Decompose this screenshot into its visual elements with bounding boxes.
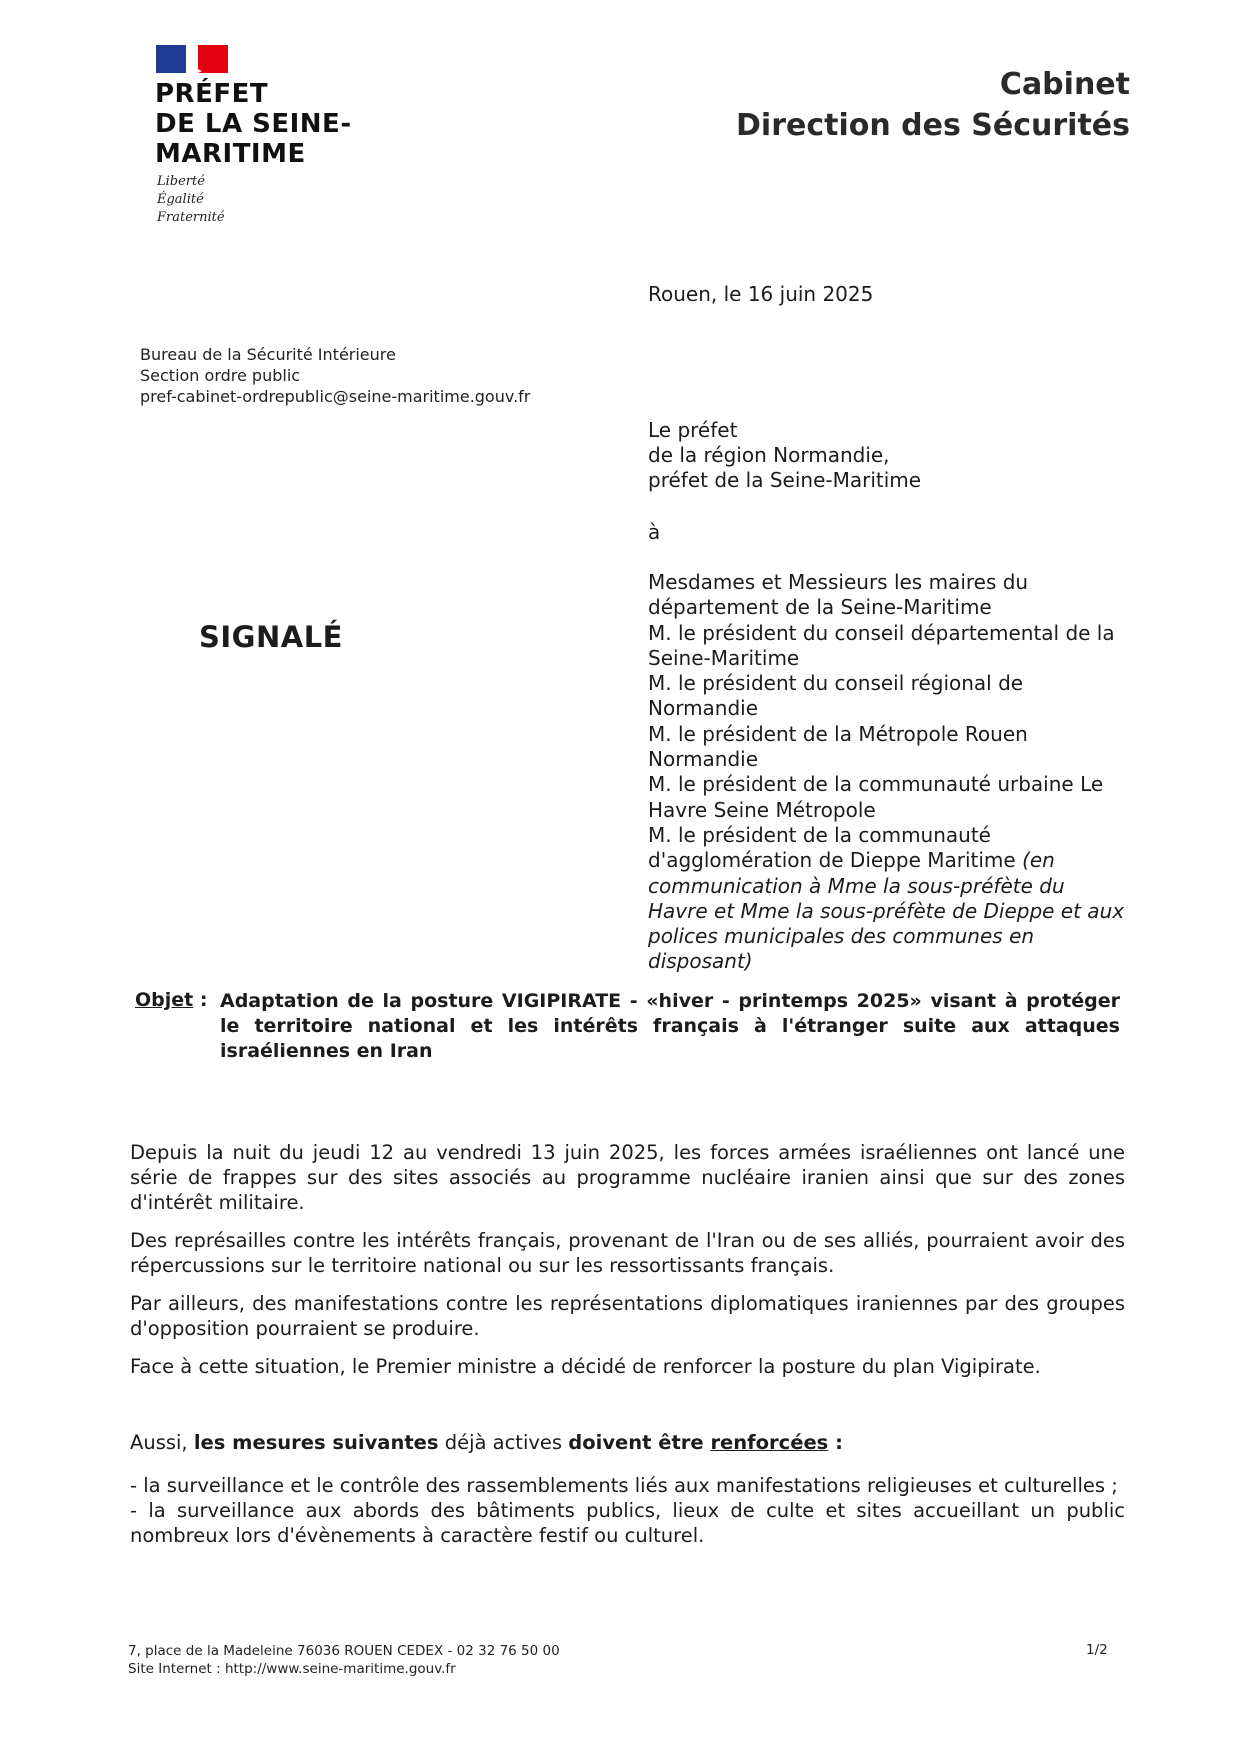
measure-item: - la surveillance aux abords des bâtiments publics, lieux de culte et sites accueillant un public nombreux lors d'évènements à caractère festif ou culturel. <box>130 1499 1125 1547</box>
department-header <box>736 64 1130 146</box>
sender-line: de la région Normandie, <box>648 443 890 467</box>
measure-item: - la surveillance et le contrôle des rassemblements liés aux manifestations religieuses et culturelles ; <box>130 1474 1118 1497</box>
recipients-list <box>648 570 1128 975</box>
sender-block <box>648 418 921 493</box>
recipient-item: M. le président de la communauté urbaine Le Havre Seine Métropole <box>648 772 1104 822</box>
prefecture-title-line: PRÉFET <box>155 79 269 109</box>
subject-label-colon: : <box>193 989 208 1011</box>
office-bureau: Bureau de la Sécurité Intérieure <box>140 345 396 364</box>
measures-intro-part: Aussi, <box>130 1431 194 1454</box>
measures-intro <box>130 1430 1125 1455</box>
measures-intro-bold: les mesures suivantes <box>193 1431 439 1454</box>
recipient-item: M. le président du conseil départemental de la Seine-Maritime <box>648 620 1115 670</box>
letter-date: Rouen, le 16 juin 2025 <box>648 282 874 306</box>
measures-intro-underlined: renforcées <box>710 1431 829 1454</box>
body-paragraph: Par ailleurs, des manifestations contre les représentations diplomatiques iraniennes par des groupes d'opposition pourraient se produire. <box>130 1292 1125 1340</box>
measures-intro-bold: doivent être <box>568 1431 711 1454</box>
marianne-logo-icon <box>156 45 228 73</box>
subject-label-word: Objet <box>135 989 194 1011</box>
motto-line: Fraternité <box>157 210 225 225</box>
office-section: Section ordre public <box>140 366 301 385</box>
motto-line: Liberté <box>157 174 205 189</box>
issuing-office <box>140 344 530 407</box>
header-direction: Direction des Sécurités <box>736 108 1130 143</box>
subject-label <box>135 989 207 1011</box>
sender-line: préfet de la Seine-Maritime <box>648 468 922 492</box>
recipient-item: Mesdames et Messieurs les maires du département de la Seine-Maritime <box>648 570 1029 620</box>
footer-address: 7, place de la Madeleine 76036 ROUEN CEDEX - 02 32 76 50 00 <box>128 1643 560 1659</box>
republic-motto <box>157 173 225 227</box>
sender-line: Le préfet <box>648 418 738 442</box>
recipient-item <box>648 823 1128 975</box>
signale-stamp: SIGNALÉ <box>199 620 343 654</box>
recipient-item: M. le président du conseil régional de Normandie <box>648 671 1024 721</box>
header-cabinet: Cabinet <box>999 67 1130 102</box>
recipient-note: (en communication à Mme la sous-préfète du Havre et Mme la sous-préfète de Dieppe et aux polices municipales des communes en disposant) <box>648 848 1125 974</box>
prefecture-title-line: MARITIME <box>155 139 306 169</box>
footer-website: Site Internet : http://www.seine-maritime.gouv.fr <box>128 1661 456 1677</box>
prefecture-title <box>155 79 352 169</box>
office-email: pref-cabinet-ordrepublic@seine-maritime.gouv.fr <box>140 387 531 406</box>
subject-text: Adaptation de la posture VIGIPIRATE - «hiver - printemps 2025» visant à protéger le territoire national et les intérêts français à l'étranger suite aux attaques israéliennes en Iran <box>220 990 1120 1062</box>
addressee-marker: à <box>648 520 661 544</box>
body-paragraph: Depuis la nuit du jeudi 12 au vendredi 13 juin 2025, les forces armées israéliennes ont lancé une série de frappes sur des sites associés au programme nucléaire iranien ainsi que sur des zones d'intérêt militaire. <box>130 1141 1125 1214</box>
measures-list <box>130 1473 1125 1548</box>
page-number: 1/2 <box>1086 1642 1108 1658</box>
footer-contact <box>128 1642 560 1678</box>
measures-intro-part: déjà actives <box>438 1431 569 1454</box>
body-paragraph: Des représailles contre les intérêts français, provenant de l'Iran ou de ses alliés, pourraient avoir des répercussions sur le territoire national ou sur les ressortissants français. <box>130 1229 1125 1277</box>
recipient-dieppe: M. le président de la communauté d'agglomération de Dieppe Maritime <box>648 822 1016 873</box>
body-paragraph: Face à cette situation, le Premier ministre a décidé de renforcer la posture du plan Vigipirate. <box>130 1355 1041 1378</box>
prefecture-title-line: DE LA SEINE- <box>155 109 352 139</box>
motto-line: Égalité <box>157 192 204 207</box>
recipient-item: M. le président de la Métropole Rouen Normandie <box>648 721 1028 772</box>
measures-intro-colon: : <box>828 1431 843 1454</box>
